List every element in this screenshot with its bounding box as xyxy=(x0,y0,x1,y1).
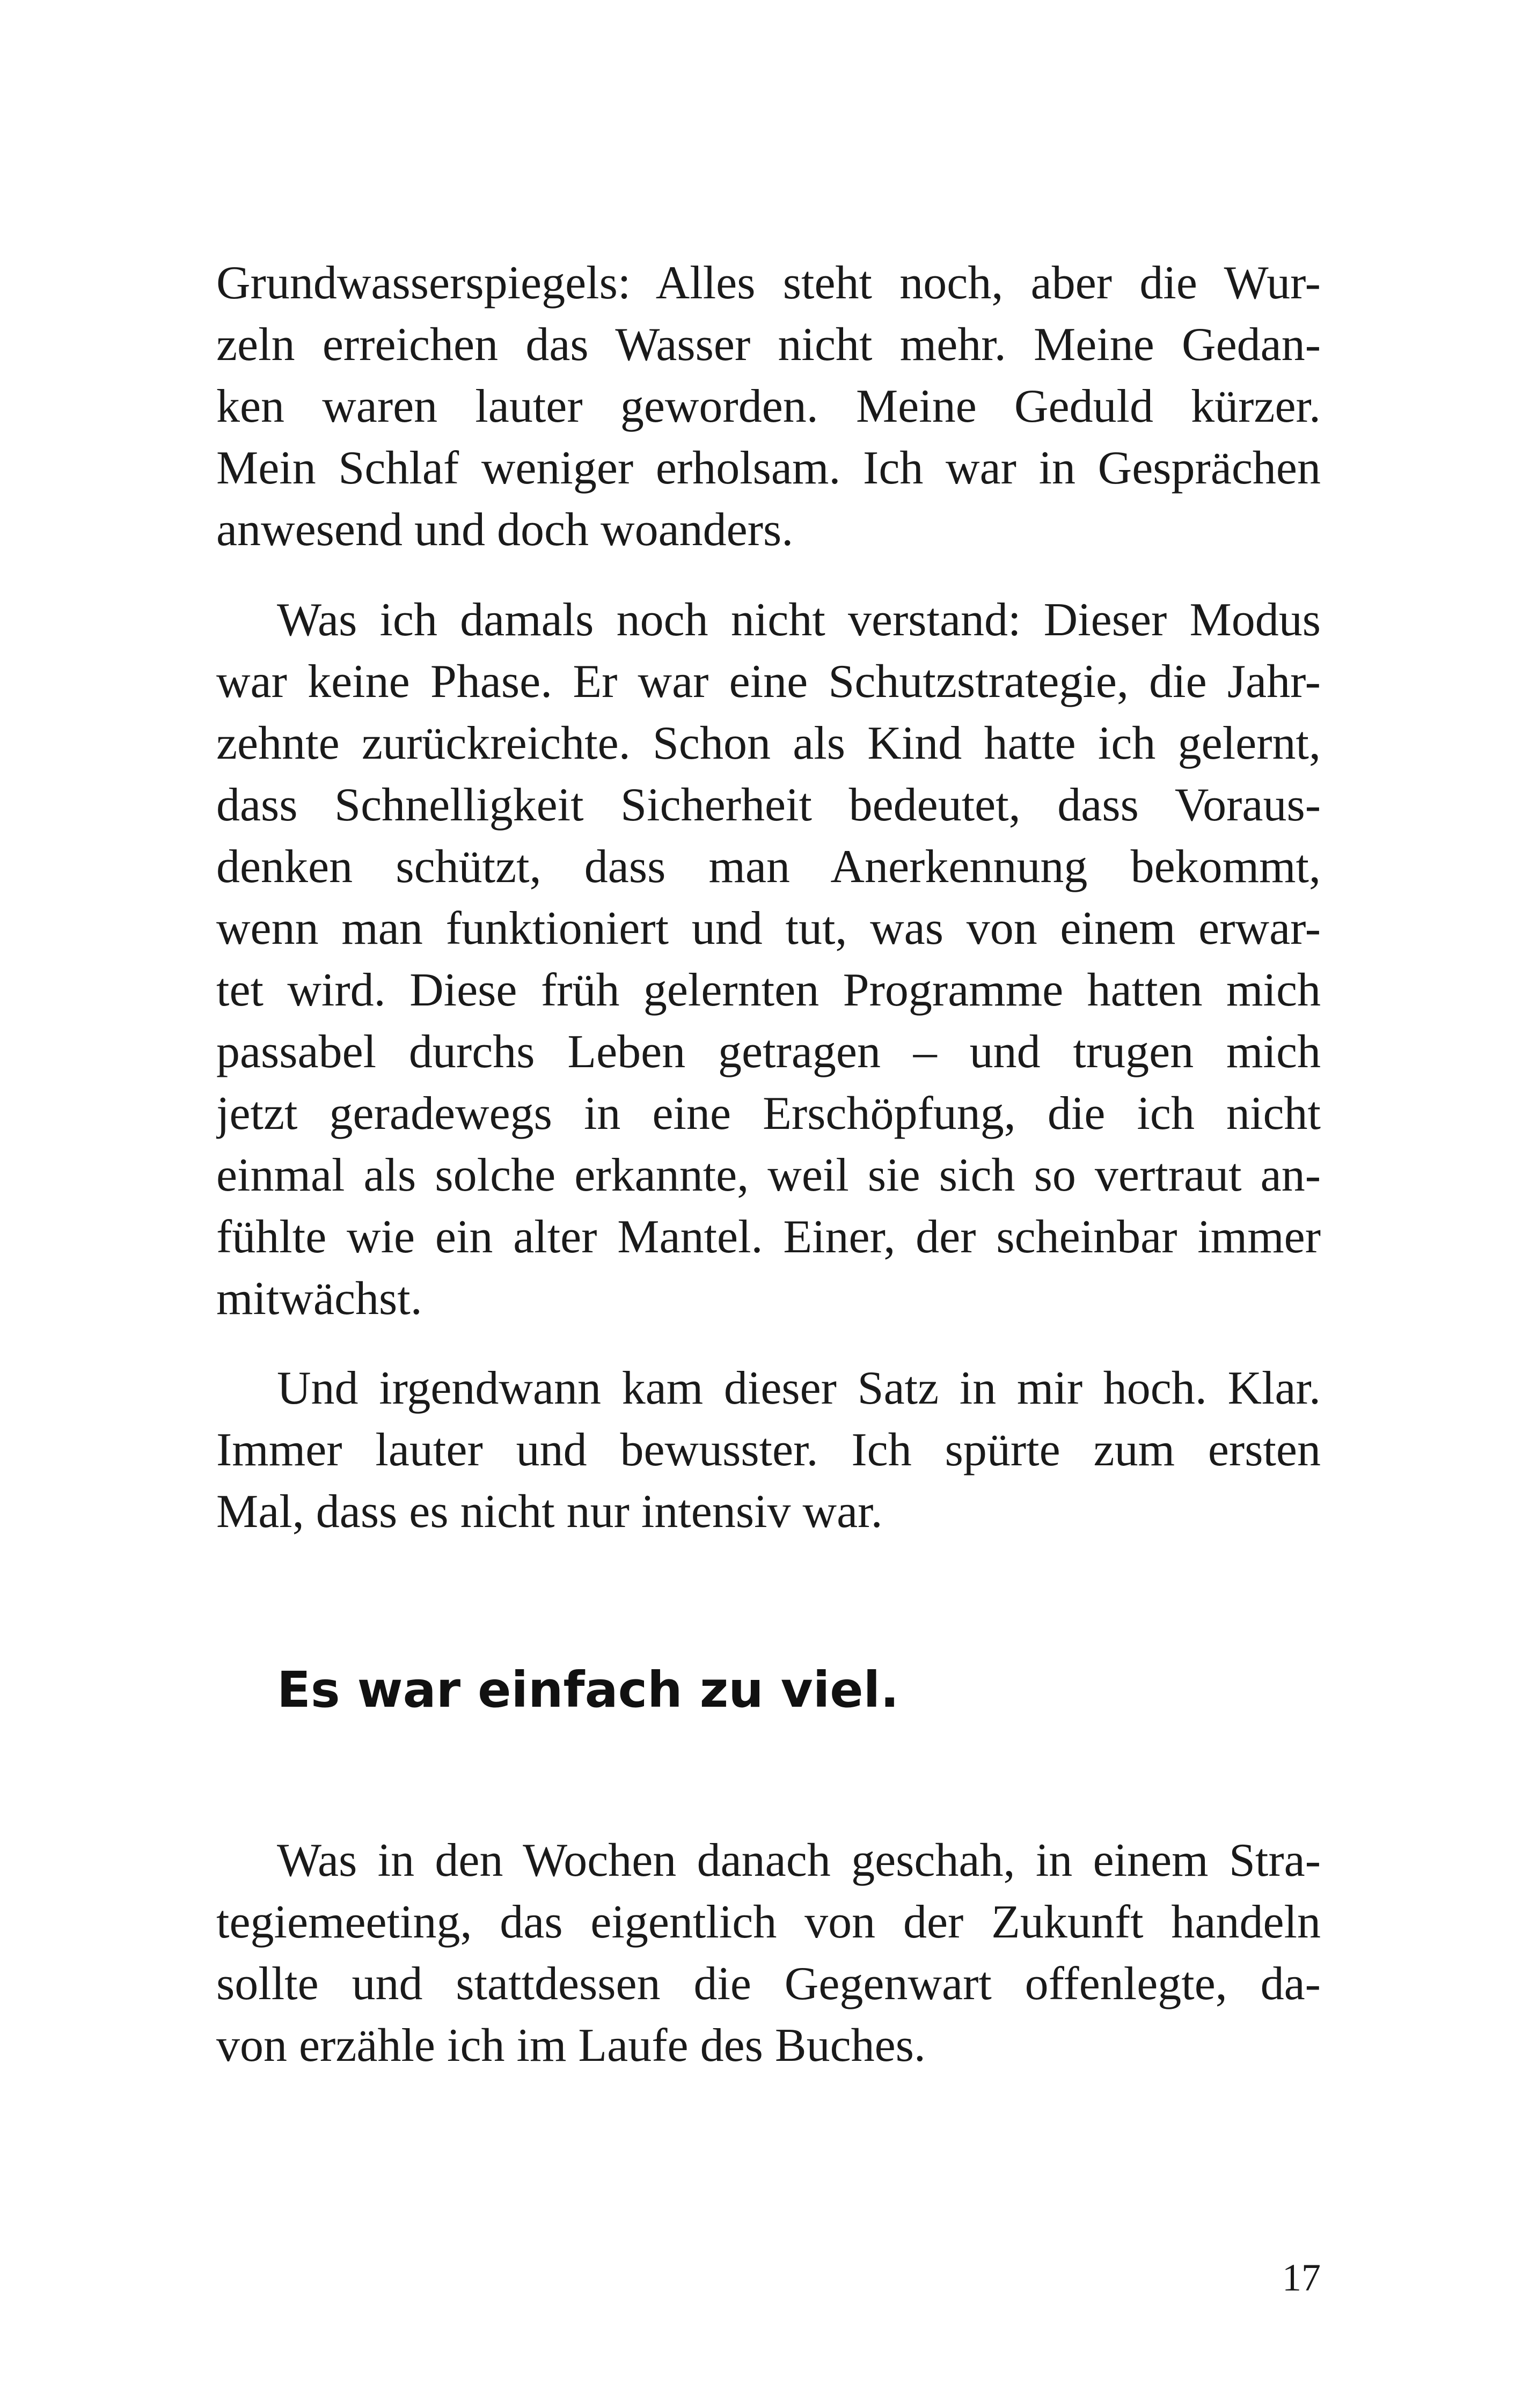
text-line: Was ich damals noch nicht verstand: Dieser Modus xyxy=(277,594,1321,646)
paragraph-3 xyxy=(216,1357,1321,1543)
text-line: Und irgendwann kam dieser Satz in mir hoch. Klar. xyxy=(277,1362,1321,1414)
text-line: Immer lauter und bewusster. Ich spürte zum ersten xyxy=(216,1424,1321,1476)
text-line: ken waren lauter geworden. Meine Geduld kürzer. xyxy=(216,380,1321,432)
text-line: Mein Schlaf weniger erholsam. Ich war in Gesprächen xyxy=(216,442,1321,494)
text-line: denken schützt, dass man Anerkennung bekommt, xyxy=(216,841,1321,893)
text-line: Mal, dass es nicht nur intensiv war. xyxy=(216,1486,883,1538)
text-line: von erzähle ich im Laufe des Buches. xyxy=(216,2020,926,2072)
paragraph-2 xyxy=(216,589,1321,1330)
text-line: Grundwasserspiegels: Alles steht noch, aber die Wur- xyxy=(216,257,1321,309)
text-line: sollte und stattdessen die Gegenwart offenlegte, da- xyxy=(216,1958,1321,2010)
text-line: dass Schnelligkeit Sicherheit bedeutet, dass Voraus- xyxy=(216,779,1321,831)
text-line: tet wird. Diese früh gelernten Programme hatten mich xyxy=(216,964,1321,1016)
text-line: Was in den Wochen danach geschah, in einem Stra- xyxy=(277,1834,1321,1886)
text-line: einmal als solche erkannte, weil sie sich so vertraut an- xyxy=(216,1149,1321,1201)
text-line: tegiemeeting, das eigentlich von der Zukunft handeln xyxy=(216,1896,1321,1948)
paragraph-4 xyxy=(216,1830,1321,2076)
text-line: zehnte zurückreichte. Schon als Kind hatte ich gelernt, xyxy=(216,717,1321,769)
page-number: 17 xyxy=(1282,2256,1321,2299)
text-line: wenn man funktioniert und tut, was von einem erwar- xyxy=(216,902,1321,955)
text-line: mitwächst. xyxy=(216,1273,422,1325)
text-line: zeln erreichen das Wasser nicht mehr. Meine Gedan- xyxy=(216,319,1321,371)
section-heading: Es war einfach zu viel. xyxy=(277,1661,899,1719)
text-line: war keine Phase. Er war eine Schutzstrategie, die Jahr- xyxy=(216,656,1321,708)
text-line: passabel durchs Leben getragen – und trugen mich xyxy=(216,1026,1321,1078)
text-line: anwesend und doch woanders. xyxy=(216,504,794,556)
text-line: fühlte wie ein alter Mantel. Einer, der scheinbar immer xyxy=(216,1211,1321,1263)
text-line: jetzt geradewegs in eine Erschöpfung, die ich nicht xyxy=(216,1088,1321,1140)
paragraph-1 xyxy=(216,252,1321,561)
